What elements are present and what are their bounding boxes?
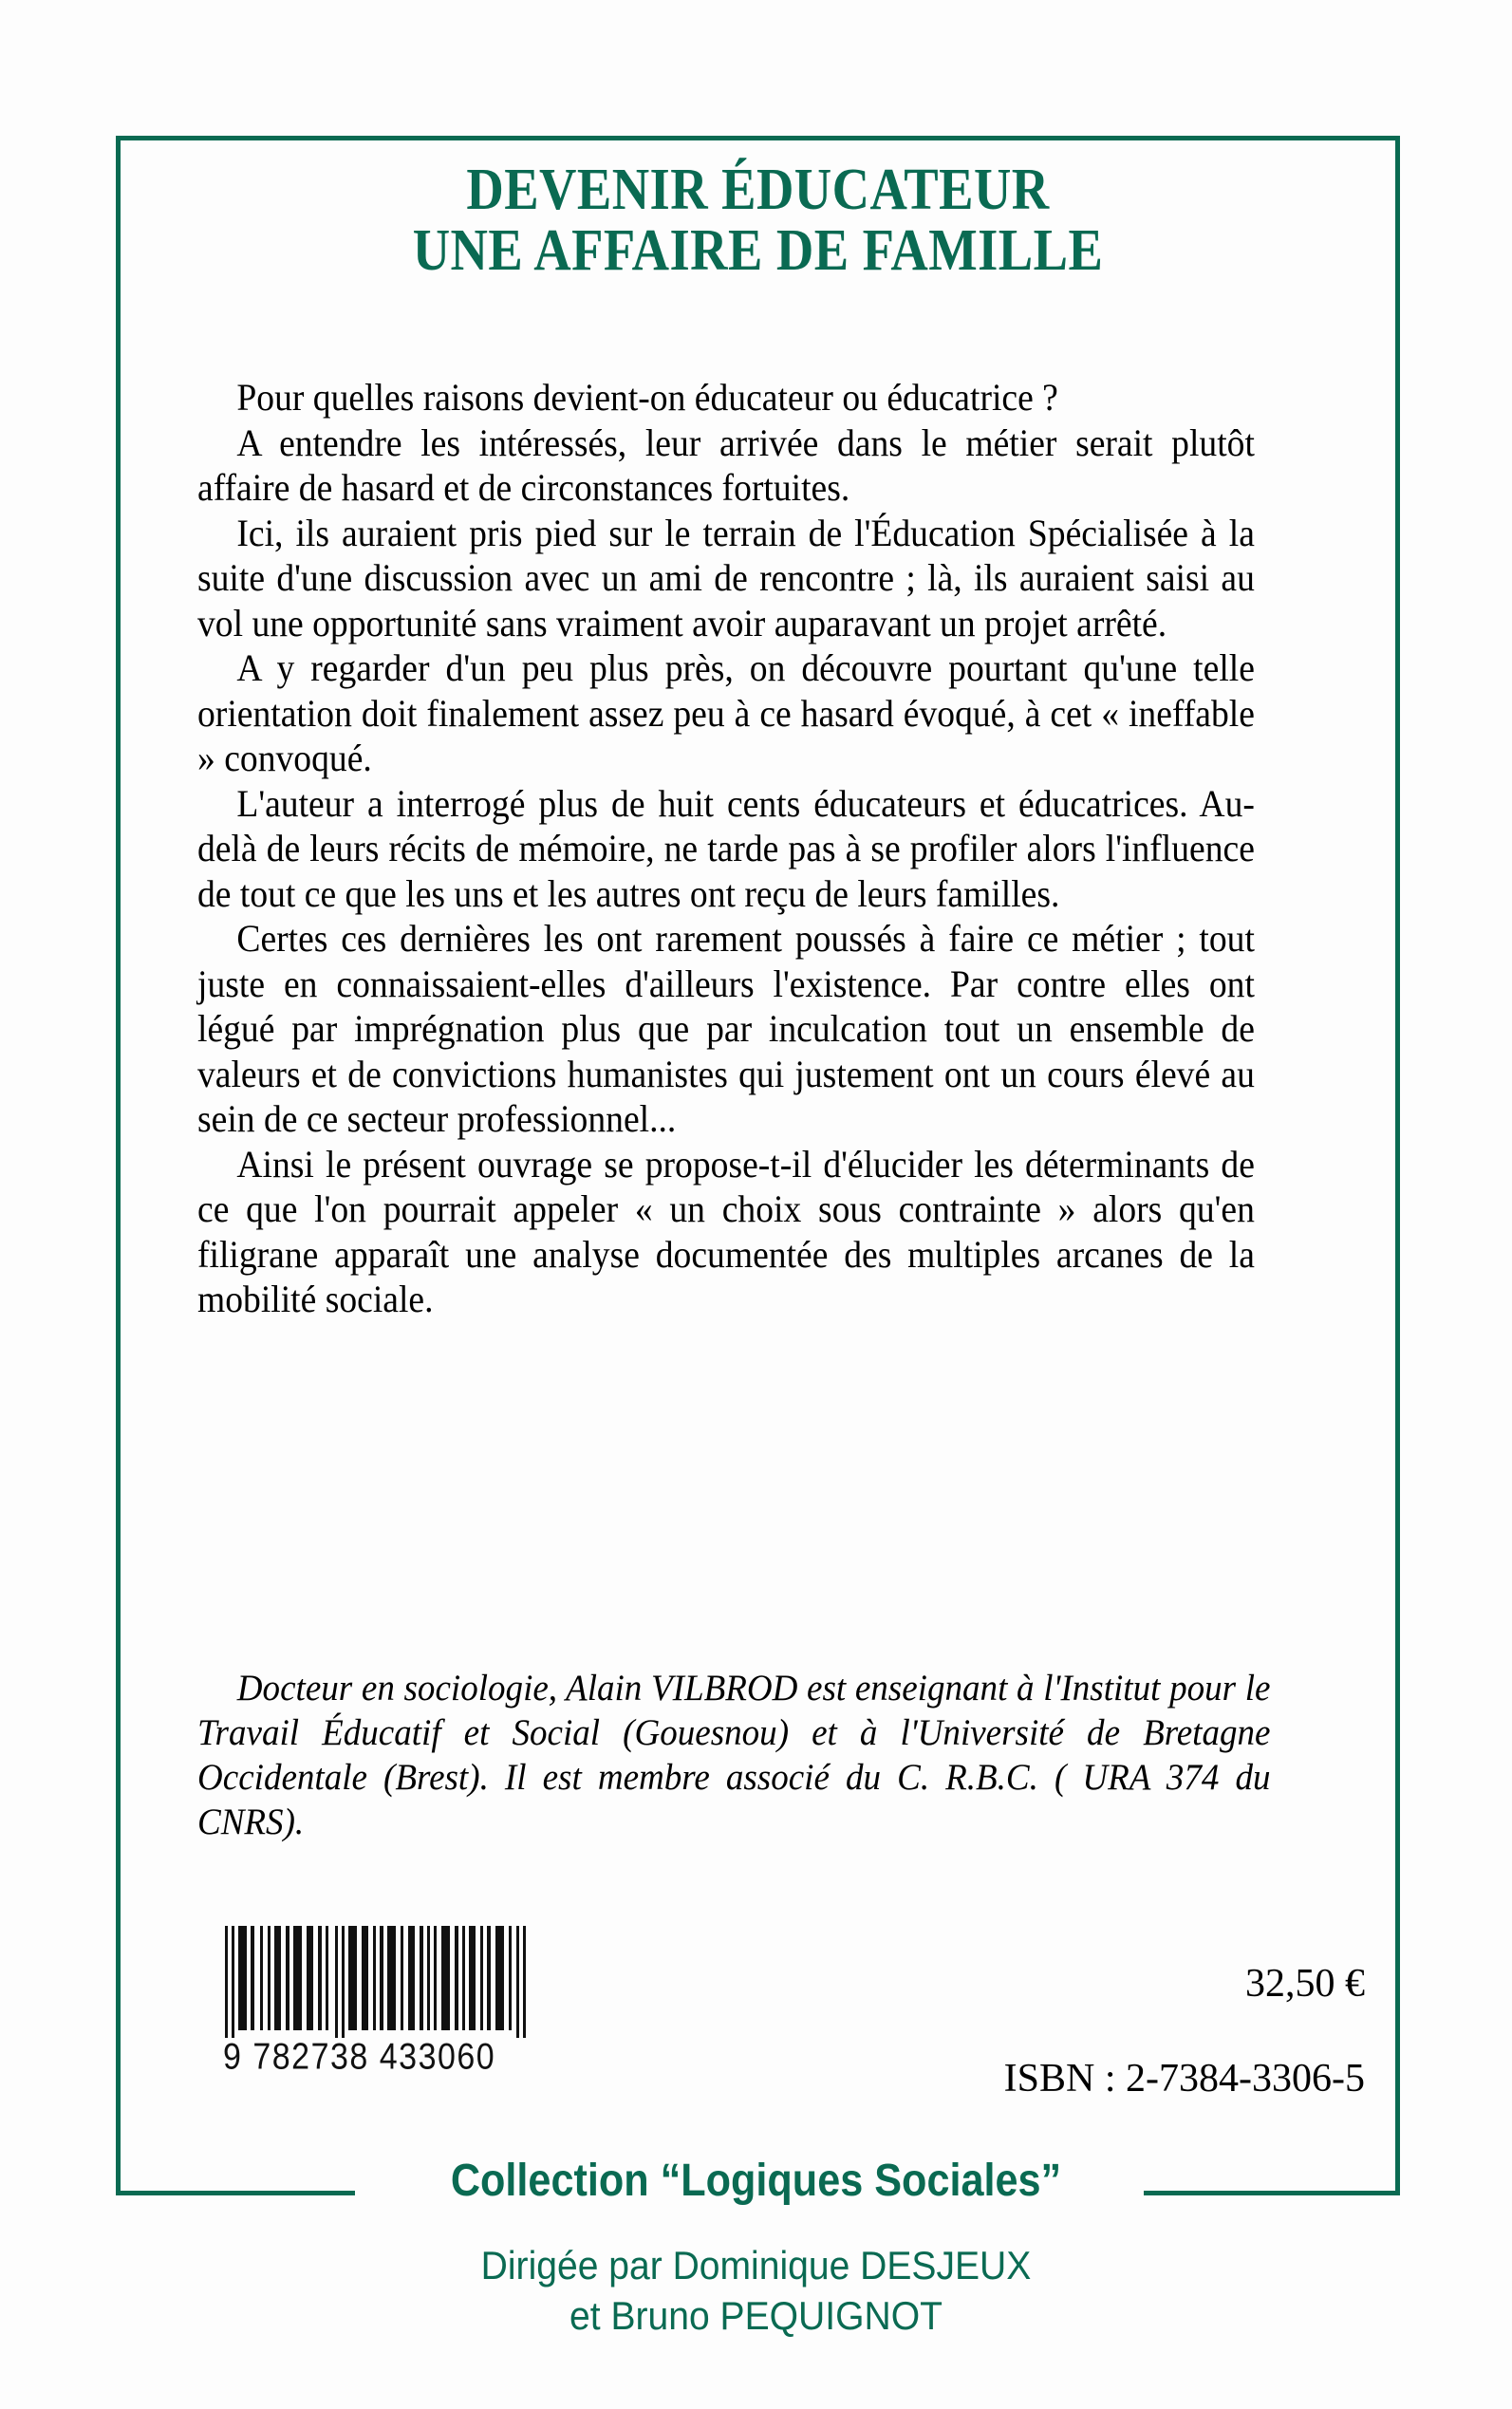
author-biography-text: Docteur en sociologie, Alain VILBROD est enseignant à l'Institut pour le Travail Éducatif et Social (Gouesnou) et à l'Université de Bretagne Occidentale (Brest). Il est membre associé du C. R.B.C. ( URA 374 du CNRS).: [197, 1668, 1271, 1842]
blurb-paragraph: A y regarder d'un peu plus près, on découvre pourtant qu'une telle orientation doit finalement assez peu à ce hasard évoqué, à cet « ineffable » convoqué.: [197, 646, 1255, 779]
collection-director-line-2: et Bruno PEQUIGNOT: [569, 2293, 943, 2338]
collection-director-line-1: Dirigée par Dominique DESJEUX: [480, 2243, 1032, 2288]
book-title-line-1: DEVENIR ÉDUCATEUR: [466, 158, 1050, 222]
book-title: [193, 159, 1323, 281]
blurb-paragraph: Certes ces dernières les ont rarement poussés à faire ce métier ; tout juste en connaissaient-elles d'ailleurs l'existence. Par contre elles ont légué par imprégnation plus que par inculcation tout un ensemble de valeurs et de convictions humanistes qui justement ont un cours élevé au sein de ce secteur professionnel...: [197, 917, 1255, 1140]
blurb-paragraph: Ici, ils auraient pris pied sur le terrain de l'Éducation Spécialisée à la suite d'une discussion avec un ami de rencontre ; là, ils auraient saisi au vol une opportunité sans vraiment avoir auparavant un projet arrêté.: [197, 511, 1255, 644]
price-label: 32,50 €: [1245, 1962, 1365, 2006]
barcode-digits: 9 782738 433060: [223, 2036, 496, 2078]
barcode-block: [223, 1926, 536, 2078]
blurb-paragraph: L'auteur a interrogé plus de huit cents éducateurs et éducatrices. Au-delà de leurs récits de mémoire, ne tarde pas à se profiler alors l'influence de tout ce que les uns et les autres ont reçu de leurs familles.: [197, 781, 1255, 915]
collection-title: Collection “Logiques Sociales”: [450, 2156, 1062, 2206]
book-title-line-2: UNE AFFAIRE DE FAMILLE: [412, 218, 1104, 283]
isbn-label: ISBN : 2-7384-3306-5: [1003, 2057, 1365, 2101]
collection-directors: [53, 2240, 1459, 2341]
barcode-icon: [223, 1926, 536, 2038]
back-cover-blurb: [197, 375, 1255, 1322]
blurb-paragraph: A entendre les intéressés, leur arrivée dans le métier serait plutôt affaire de hasard et de circonstances fortuites.: [197, 420, 1255, 509]
blurb-paragraph: Pour quelles raisons devient-on éducateur ou éducatrice ?: [236, 376, 1058, 419]
blurb-paragraph: Ainsi le présent ouvrage se propose-t-il d'élucider les déterminants de ce que l'on pourrait appeler « un choix sous contrainte » alors qu'en filigrane apparaît une analyse documentée des multiples arcanes de la mobilité sociale.: [197, 1142, 1255, 1320]
author-biography: [197, 1666, 1271, 1844]
